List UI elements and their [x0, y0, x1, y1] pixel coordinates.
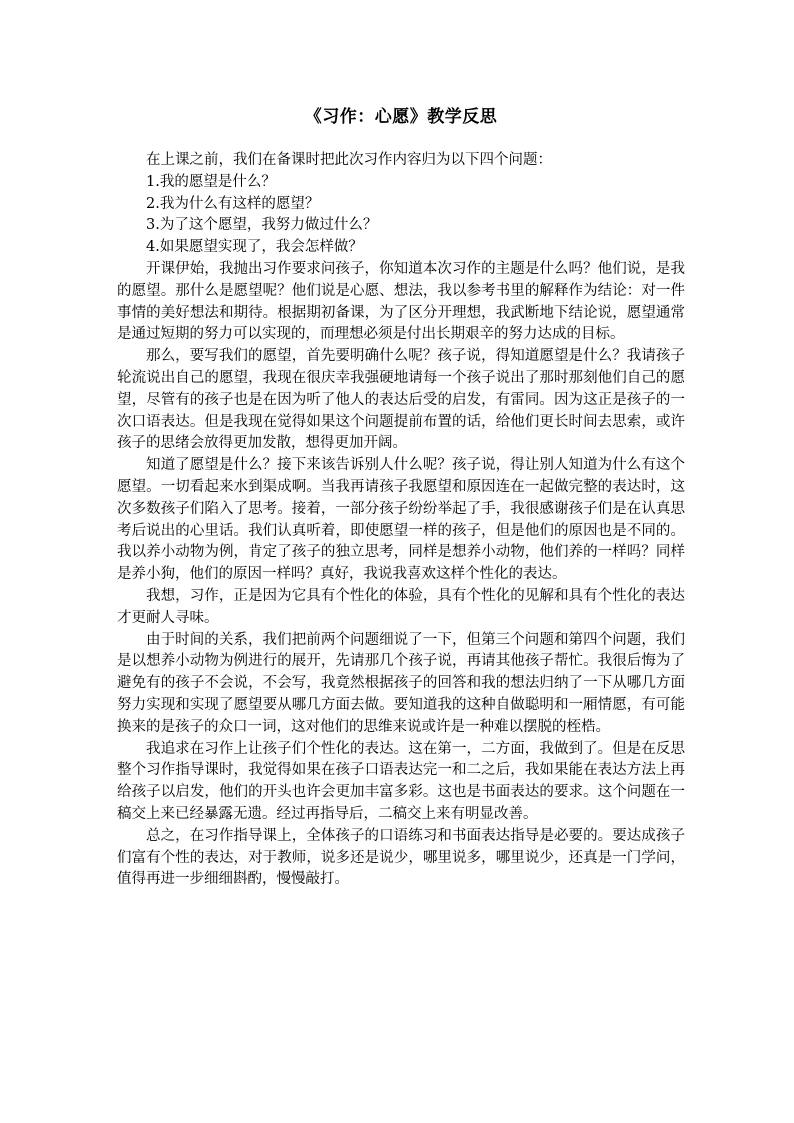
- body-paragraph: 总之，在习作指导课上，全体孩子的口语练习和书面表达指导是必要的。要达成孩子们富有个性的表达，对于教师，说多还是说少，哪里说多，哪里说少，还真是一门学问，值得再进一步细细斟酌，慢慢敲打。: [117, 827, 685, 888]
- body-paragraph: 由于时间的关系，我们把前两个问题细说了一下，但第三个问题和第四个问题，我们是以想养小动物为例进行的展开，先请那几个孩子说，再请其他孩子帮忙。我很后悔为了避免有的孩子不会说，不会写，我竟然根据孩子的回答和我的想法归纳了一下从哪几方面努力实现和实现了愿望要从哪几方面去做。要知道我的这种自做聪明和一厢情愿，有可能换来的是孩子的众口一词，这对他们的思维来说或许是一种难以摆脱的桎梏。: [117, 631, 685, 735]
- question-item: 4.如果愿望实现了，我会怎样做？: [146, 239, 363, 256]
- body-paragraph: 知道了愿望是什么？接下来该告诉别人什么呢？孩子说，得让别人知道为什么有这个愿望。一切看起来水到渠成啊。当我再请孩子我愿望和原因连在一起做完整的表达时，这次多数孩子们陷入了思考。接着，一部分孩子纷纷举起了手，我很感谢孩子们是在认真思考后说出的心里话。我们认真听着，即使愿望一样的孩子，但是他们的原因也是不同的。我以养小动物为例，肯定了孩子的独立思考，同样是想养小动物，他们养的一样吗？同样是养小狗，他们的原因一样吗？真好，我说我喜欢这样个性化的表达。: [117, 457, 685, 583]
- body-paragraph: 开课伊始，我抛出习作要求问孩子，你知道本次习作的主题是什么吗？他们说，是我的愿望。那什么是愿望呢？他们说是心愿、想法，我以参考书里的解释作为结论：对一件事情的美好想法和期待。根据期初备课，为了区分开理想，我武断地下结论说，愿望通常是通过短期的努力可以实现的，而理想必须是付出长期艰辛的努力达成的目标。: [117, 260, 685, 343]
- body-paragraph: 我想，习作，正是因为它具有个性化的体验，具有个性化的见解和具有个性化的表达才更耐人寻味。: [117, 587, 685, 626]
- page-title: 《习作：心愿》教学反思: [304, 107, 498, 127]
- body-paragraph: 那么，要写我们的愿望，首先要明确什么呢？孩子说，得知道愿望是什么？我请孩子轮流说出自己的愿望，我现在很庆幸我强硬地请每一个孩子说出了那时那刻他们自己的愿望，尽管有的孩子也是在因为听了他人的表达后受的启发，有雷同。因为这正是孩子的一次口语表达。但是我现在觉得如果这个问题提前布置的话，给他们更长时间去思索，或许孩子的思绪会放得更加发散，想得更加开阔。: [117, 348, 685, 452]
- body-paragraph: 我追求在习作上让孩子们个性化的表达。这在第一，二方面，我做到了。但是在反思整个习作指导课时，我觉得如果在孩子口语表达完一和二之后，我如果能在表达方法上再给孩子以启发，他们的开头也许会更加丰富多彩。这也是书面表达的要求。这个问题在一稿交上来已经暴露无遗。经过再指导后，二稿交上来有明显改善。: [117, 740, 685, 822]
- question-item: 3.为了这个愿望，我努力做过什么？: [146, 217, 378, 234]
- document-page: [117, 104, 685, 891]
- intro-paragraph: 在上课之前，我们在备课时把此次习作内容归为以下四个问题：: [146, 152, 552, 168]
- question-item: 1.我的愿望是什么？: [146, 173, 276, 190]
- question-item: 2.我为什么有这样的愿望？: [146, 195, 320, 212]
